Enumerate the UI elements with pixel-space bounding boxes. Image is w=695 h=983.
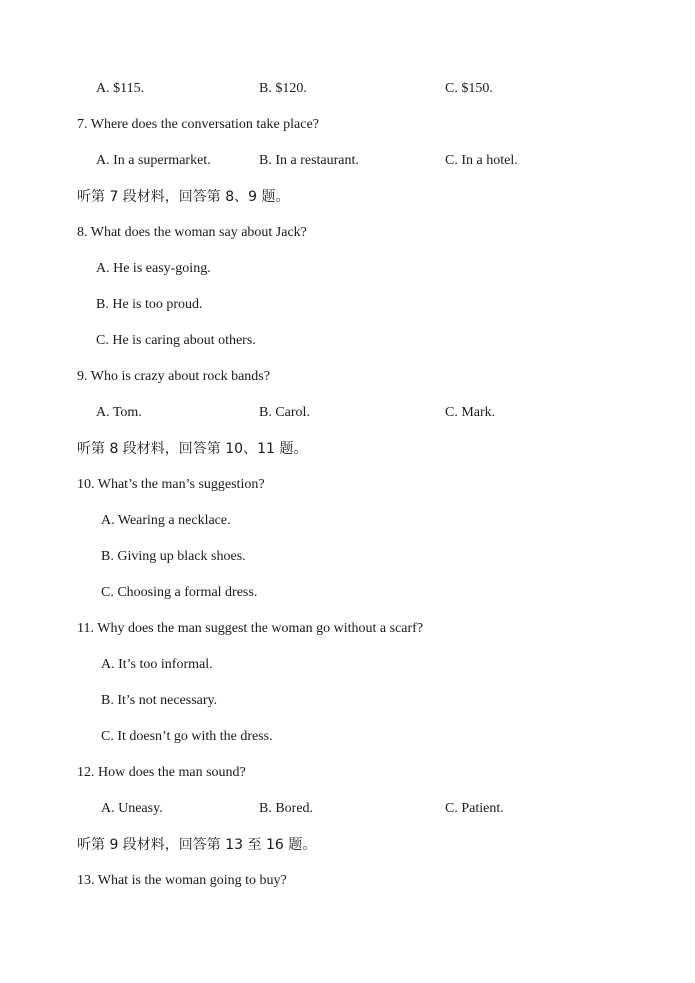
q12-stem: 12. How does the man sound? — [77, 765, 246, 780]
q7-option-a: A. In a supermarket. — [96, 153, 211, 168]
q11-option-b: B. It’s not necessary. — [101, 693, 218, 708]
q12-option-a: A. Uneasy. — [101, 801, 163, 816]
q7-options-row — [0, 152, 695, 170]
q9-option-c: C. Mark. — [445, 405, 496, 420]
q8-option-c: C. He is caring about others. — [96, 333, 256, 348]
q8-stem: 8. What does the woman say about Jack? — [77, 225, 307, 240]
section-7-heading: 听第 7 段材料，回答第 8、9 题。 — [77, 189, 290, 205]
q9-option-a: A. Tom. — [96, 405, 142, 420]
q10-option-b: B. Giving up black shoes. — [101, 549, 246, 564]
q11-option-a: A. It’s too informal. — [101, 657, 213, 672]
q10-stem: 10. What’s the man’s suggestion? — [77, 477, 265, 492]
q7-stem: 7. Where does the conversation take place? — [77, 117, 319, 132]
q11-stem: 11. Why does the man suggest the woman go without a scarf? — [77, 621, 424, 636]
q13-stem: 13. What is the woman going to buy? — [77, 873, 287, 888]
q6-option-b: B. $120. — [259, 81, 307, 96]
q6-options-row — [0, 80, 695, 98]
q12-option-b: B. Bored. — [259, 801, 314, 816]
q10-option-a: A. Wearing a necklace. — [101, 513, 231, 528]
q10-option-c: C. Choosing a formal dress. — [101, 585, 258, 600]
q7-option-b: B. In a restaurant. — [259, 153, 359, 168]
q6-option-a: A. $115. — [96, 81, 145, 96]
q9-options-row — [0, 404, 695, 422]
q8-option-b: B. He is too proud. — [96, 297, 203, 312]
q9-stem: 9. Who is crazy about rock bands? — [77, 369, 270, 384]
q11-option-c: C. It doesn’t go with the dress. — [101, 729, 273, 744]
q12-options-row — [0, 800, 695, 818]
q12-option-c: C. Patient. — [445, 801, 504, 816]
section-8-heading: 听第 8 段材料，回答第 10、11 题。 — [77, 441, 308, 457]
q8-option-a: A. He is easy-going. — [96, 261, 211, 276]
section-9-heading: 听第 9 段材料，回答第 13 至 16 题。 — [77, 837, 317, 853]
q7-option-c: C. In a hotel. — [445, 153, 518, 168]
q9-option-b: B. Carol. — [259, 405, 310, 420]
q6-option-c: C. $150. — [445, 81, 493, 96]
